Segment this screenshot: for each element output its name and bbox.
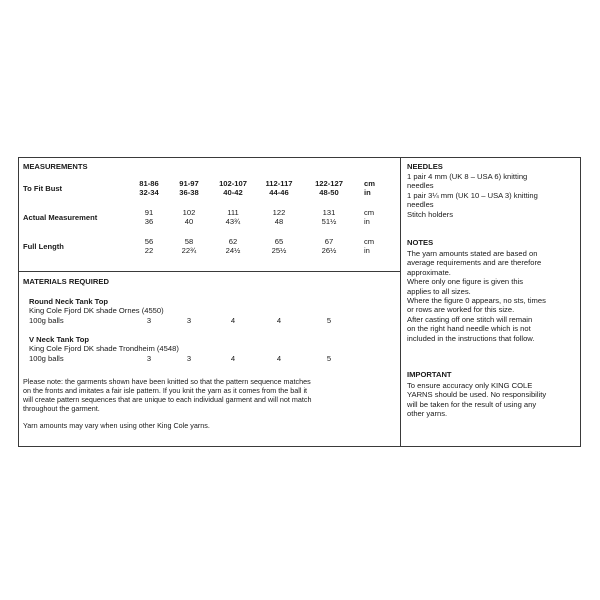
length-cm-1: 56 [144, 237, 154, 246]
round-neck-balls-2: 3 [186, 316, 192, 325]
row-label-bust: To Fit Bust [23, 184, 63, 193]
v-neck-balls-2: 3 [186, 354, 192, 363]
important-line: YARNS should be used. No responsibility [407, 390, 547, 400]
notes-line: approximate. [407, 267, 451, 277]
garment-note-line: will create pattern sequences that are unique to each individual garment and will not match [23, 395, 312, 404]
length-in-3: 24½ [225, 246, 241, 255]
bust-in-5: 48-50 [319, 188, 339, 197]
row-label-actual: Actual Measurement [23, 213, 98, 222]
round-neck-balls-1: 3 [146, 316, 152, 325]
notes-line: average requirements and are therefore [407, 258, 542, 268]
garment-note-line: throughout the garment. [23, 404, 100, 413]
length-cm-2: 58 [184, 237, 194, 246]
actual-in-3: 43¾ [225, 217, 241, 226]
notes-list [407, 249, 577, 343]
needles-line: 1 pair 3¼ mm (UK 10 – USA 3) knitting [407, 190, 538, 200]
bust-unit-cm: cm [364, 179, 375, 188]
actual-cm-3: 111 [227, 208, 239, 217]
important-list [407, 381, 577, 419]
actual-in-2: 40 [184, 217, 194, 226]
bust-unit-in: in [364, 188, 371, 197]
actual-in-1: 36 [144, 217, 154, 226]
v-neck-title: V Neck Tank Top [29, 335, 90, 344]
round-neck-yarn: King Cole Fjord DK shade Ornes (4550) [29, 306, 164, 315]
row-label-length: Full Length [23, 242, 64, 251]
length-unit-cm: cm [364, 237, 375, 246]
actual-unit-cm: cm [364, 208, 375, 217]
actual-cm-2: 102 [182, 208, 196, 217]
important-line: will be taken for the result of using any [407, 399, 537, 409]
bust-in-2: 36-38 [179, 188, 199, 197]
length-unit-in: in [364, 246, 370, 255]
actual-unit-in: in [364, 217, 370, 226]
actual-cm-1: 91 [144, 208, 154, 217]
notes-line: Where the figure 0 appears, no sts, times [407, 296, 546, 306]
v-neck-balls-5: 5 [326, 354, 332, 363]
notes-line: included in the instructions that follow. [407, 333, 535, 343]
v-neck-balls-3: 4 [230, 354, 236, 363]
important-line: other yarns. [407, 409, 448, 419]
notes-line: on the right hand needle which is not [407, 324, 531, 334]
notes-line: or rows are worked for this size. [407, 305, 515, 315]
notes-line: Where only one figure is given this [407, 277, 524, 287]
measurements-heading: MEASUREMENTS [23, 162, 88, 171]
length-in-1: 22 [144, 246, 154, 255]
v-neck-balls-4: 4 [276, 354, 282, 363]
needles-line: needles [407, 200, 434, 210]
yarn-note: Yarn amounts may vary when using other King Cole yarns. [23, 421, 210, 430]
length-cm-4: 65 [274, 237, 284, 246]
round-neck-balls-5: 5 [326, 316, 332, 325]
actual-in-5: 51½ [321, 217, 337, 226]
pattern-info-box [18, 157, 581, 447]
actual-cm-4: 122 [272, 208, 286, 217]
notes-heading: NOTES [407, 238, 434, 247]
round-neck-balls-label: 100g balls [29, 316, 64, 325]
actual-cm-5: 131 [322, 208, 336, 217]
round-neck-balls-3: 4 [230, 316, 236, 325]
actual-in-4: 48 [274, 217, 284, 226]
needles-line: Stitch holders [407, 209, 454, 219]
garment-note-line: Please note: the garments shown have been knitted so that the pattern sequence matches [23, 377, 311, 386]
needles-line: needles [407, 181, 434, 191]
notes-line: applies to all sizes. [407, 286, 471, 296]
needles-list [407, 172, 577, 219]
notes-line: After casting off one stitch will remain [407, 314, 533, 324]
important-heading: IMPORTANT [407, 370, 452, 379]
length-in-4: 25½ [271, 246, 287, 255]
important-line: To ensure accuracy only KING COLE [407, 381, 533, 390]
bust-cm-5: 122-127 [315, 179, 343, 188]
length-cm-5: 67 [324, 237, 334, 246]
length-in-2: 22¾ [181, 246, 197, 255]
bust-cm-3: 102-107 [219, 179, 247, 188]
length-in-5: 26½ [321, 246, 337, 255]
needles-line: 1 pair 4 mm (UK 8 – USA 6) knitting [407, 172, 528, 181]
column-divider [400, 158, 401, 446]
round-neck-title: Round Neck Tank Top [29, 297, 109, 306]
notes-line: The yarn amounts stated are based on [407, 249, 538, 258]
v-neck-balls-label: 100g balls [29, 354, 64, 363]
materials-heading: MATERIALS REQUIRED [23, 277, 109, 286]
v-neck-yarn: King Cole Fjord DK shade Trondheim (4548) [29, 344, 179, 353]
needles-heading: NEEDLES [407, 162, 443, 171]
bust-in-1: 32-34 [139, 188, 159, 197]
round-neck-balls-4: 4 [276, 316, 282, 325]
bust-in-4: 44-46 [269, 188, 289, 197]
garment-note-line: on the fronts and imitates a fair isle pattern. If you knit the yarn as it comes from the ball it [23, 386, 308, 395]
section-divider [19, 271, 400, 272]
bust-in-3: 40-42 [223, 188, 243, 197]
garment-note [23, 377, 311, 413]
bust-cm-4: 112-117 [265, 179, 293, 188]
bust-cm-1: 81-86 [139, 179, 159, 188]
length-cm-3: 62 [228, 237, 238, 246]
bust-cm-2: 91-97 [179, 179, 199, 188]
v-neck-balls-1: 3 [146, 354, 152, 363]
